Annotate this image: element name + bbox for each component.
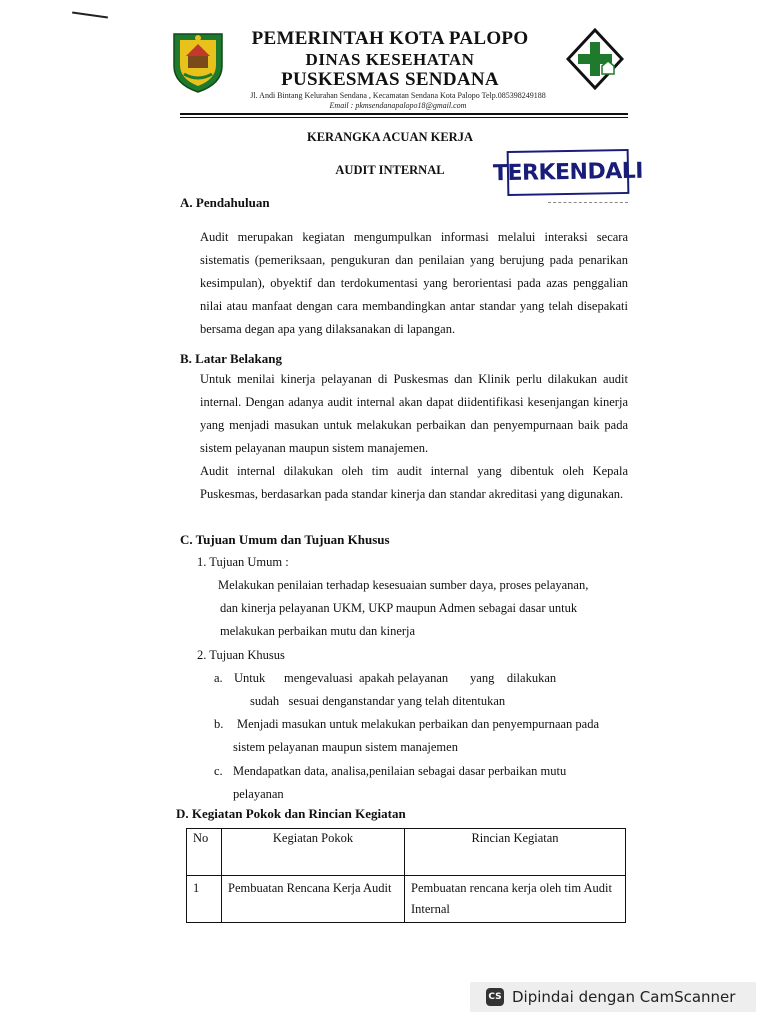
header-email: Email : pkmsendanapalopo18@gmail.com: [329, 101, 467, 110]
table-header-row: [187, 829, 626, 876]
khusus-b-line-1: Menjadi masukan untuk melakukan perbaikan dan penyempurnaan pada: [237, 717, 600, 731]
table-cell-rincian-kegiatan: Pembuatan rencana kerja oleh tim Audit Internal: [405, 876, 626, 923]
khusus-a-marker: a.: [214, 671, 223, 685]
kegiatan-table: [186, 828, 626, 923]
khusus-a-line-2: sudah sesuai denganstandar yang telah ditentukan: [250, 694, 506, 708]
tujuan-umum-line-1: Melakukan penilaian terhadap kesesuaian sumber daya, proses pelayanan,: [218, 578, 589, 592]
terkendali-stamp: TERKENDALI: [507, 149, 630, 196]
khusus-c-marker: c.: [214, 764, 223, 778]
table-header-kegiatan-pokok: Kegiatan Pokok: [222, 829, 405, 876]
section-b-body: [200, 368, 628, 506]
section-c-heading: C. Tujuan Umum dan Tujuan Khusus: [180, 532, 390, 547]
camscanner-logo-icon: CS: [486, 988, 504, 1006]
tujuan-khusus-label: 2. Tujuan Khusus: [197, 648, 285, 662]
pen-scratch-mark: [72, 12, 108, 19]
khusus-b-marker: b.: [214, 717, 224, 731]
khusus-a-line-1: Untuk mengevaluasi apakah pelayanan yang dilakukan: [234, 671, 557, 685]
table-row: [187, 876, 626, 923]
tujuan-umum-label: 1. Tujuan Umum :: [197, 555, 289, 569]
header-government: PEMERINTAH KOTA PALOPO: [251, 28, 529, 49]
document-subtitle: AUDIT INTERNAL: [335, 163, 445, 177]
table-cell-kegiatan-pokok: Pembuatan Rencana Kerja Audit: [222, 876, 405, 923]
header-address: Jl. Andi Bintang Kelurahan Sendana , Kecamatan Sendana Kota Palopo Telp.085398249188: [250, 91, 546, 100]
health-cross-logo-icon: [566, 28, 624, 90]
section-d-heading: D. Kegiatan Pokok dan Rincian Kegiatan: [176, 806, 406, 821]
camscanner-text: Dipindai dengan CamScanner: [512, 988, 736, 1006]
section-a-text: Audit merupakan kegiatan mengumpulkan informasi melalui interaksi secara sistematis (pemeriksaan, pengukuran dan penilaian yang berujung pada penarikan kesimpulan), obyektif dan terdokumentasi yang berorientasi pada azas penggalian nilai atau manfaat dengan cara membandingkan antar standar yang telah disepakati bersama degan apa yang dilaksanakan di lapangan.: [200, 230, 628, 336]
header-department: DINAS KESEHATAN: [305, 50, 475, 69]
khusus-c-line-2: pelayanan: [233, 787, 284, 801]
section-b-text-1: Untuk menilai kinerja pelayanan di Puskesmas dan Klinik perlu dilakukan audit internal. Dengan adanya audit internal akan dapat diidentifikasi kesenjangan kinerja yang menjadi masukan untuk melakukan perbaikan dan penyempurnaan baik pada sistem pelayanan maupun sistem manajemen.: [200, 372, 628, 455]
camscanner-watermark: [470, 982, 756, 1012]
document-title: KERANGKA ACUAN KERJA: [307, 130, 473, 144]
header-address-block: [228, 91, 568, 111]
header-rule-thin: [180, 117, 628, 118]
tujuan-umum-line-2: dan kinerja pelayanan UKM, UKP maupun Admen sebagai dasar untuk: [220, 601, 578, 615]
section-b-heading: B. Latar Belakang: [180, 351, 282, 366]
header-puskesmas: PUSKESMAS SENDANA: [281, 69, 499, 90]
section-a-heading: A. Pendahuluan: [180, 195, 270, 210]
khusus-b-line-2: sistem pelayanan maupun sistem manajemen: [233, 740, 458, 754]
table-header-rincian-kegiatan: Rincian Kegiatan: [405, 829, 626, 876]
header-rule-thick: [180, 113, 628, 115]
khusus-c-line-1: Mendapatkan data, analisa,penilaian sebagai dasar perbaikan mutu: [233, 764, 567, 778]
stamp-underline: [548, 202, 628, 204]
section-b-text-2: Audit internal dilakukan oleh tim audit internal yang dibentuk oleh Kepala Puskesmas, berdasarkan pada standar kinerja dan standar akreditasi yang digunakan.: [200, 464, 628, 501]
table-cell-no: 1: [187, 876, 222, 923]
tujuan-umum-line-3: melakukan perbaikan mutu dan kinerja: [220, 624, 416, 638]
palopo-emblem-icon: [170, 30, 226, 94]
table-header-no: No: [187, 829, 222, 876]
